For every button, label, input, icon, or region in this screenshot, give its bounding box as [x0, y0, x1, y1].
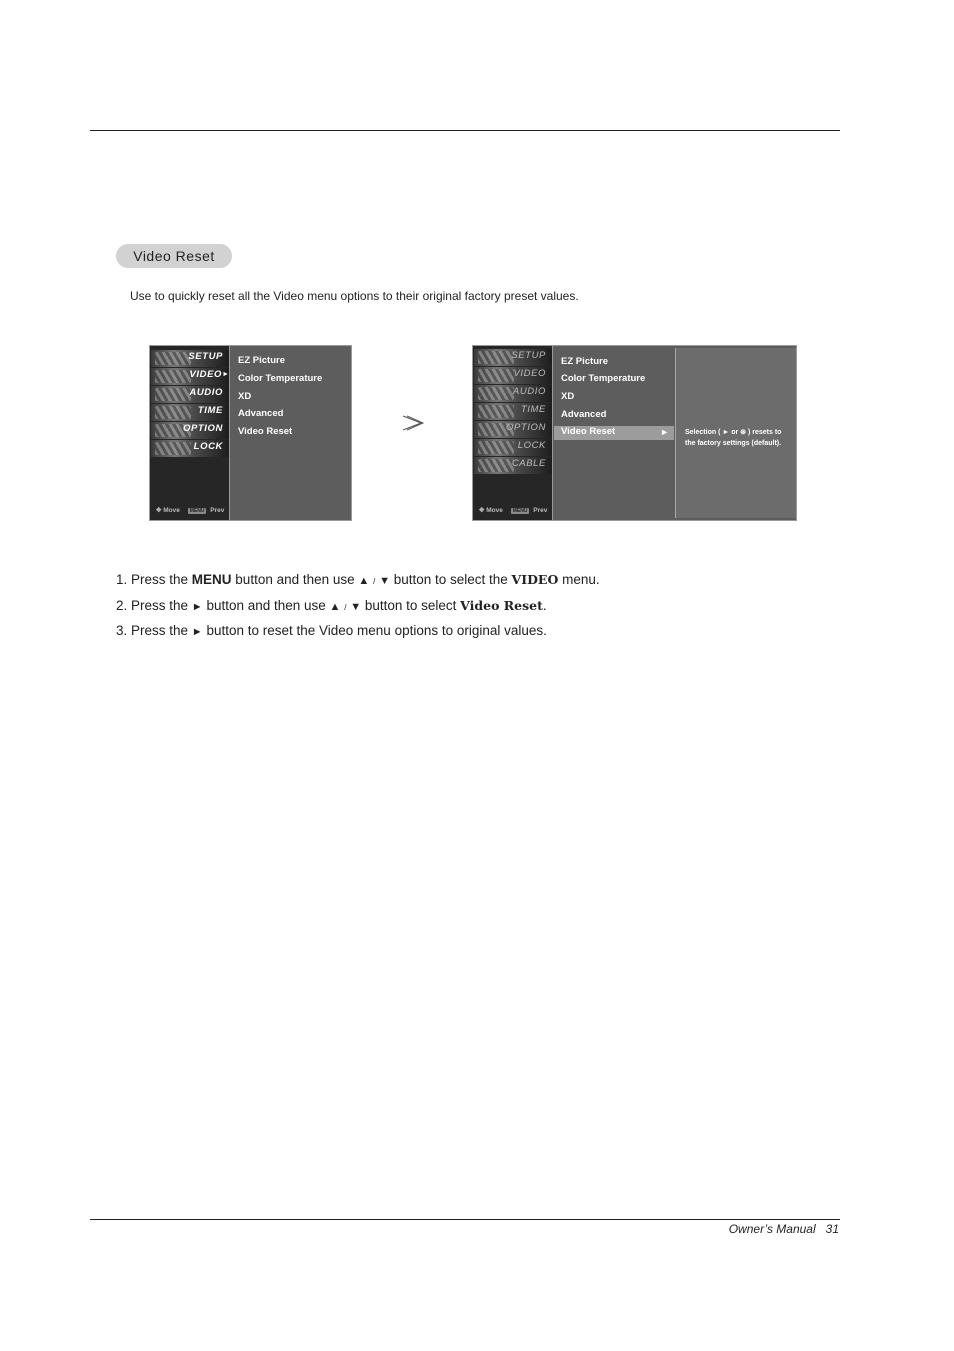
active-tab-arrow-icon: ►	[222, 371, 229, 378]
up-arrow-icon: ▲	[329, 601, 341, 613]
step-2: 2. Press the ► button and then use ▲ / ▼ button to select Video Reset.	[116, 598, 547, 613]
next-step-chevron-icon	[401, 412, 425, 434]
video-menu-label: VIDEO	[511, 572, 559, 587]
up-arrow-icon: ▲	[358, 575, 370, 587]
menu-button-label: MENU	[191, 572, 232, 587]
menu-item-color-temperature[interactable]: Color Temperature	[238, 373, 323, 384]
tab-audio[interactable]: AUDIO	[151, 386, 229, 403]
tab-time[interactable]: TIME	[474, 403, 552, 420]
menu-sidebar	[150, 346, 230, 520]
menu-footer: ✥ Move MENU Prev	[479, 507, 548, 514]
move-icon: ✥	[479, 507, 485, 514]
setup-icon	[155, 352, 191, 365]
audio-icon	[155, 388, 191, 401]
menu-item-xd[interactable]: XD	[561, 391, 575, 402]
video-icon	[155, 370, 191, 383]
top-rule	[90, 130, 840, 131]
menu-item-video-reset-selected[interactable]: Video Reset	[561, 426, 616, 437]
menu-sidebar	[473, 346, 553, 520]
tab-option[interactable]: OPTION	[474, 421, 552, 438]
time-icon	[478, 405, 514, 418]
lock-icon	[478, 441, 514, 454]
tab-lock[interactable]: LOCK	[474, 439, 552, 456]
tab-audio[interactable]: AUDIO	[474, 385, 552, 402]
video-icon	[478, 369, 514, 382]
move-icon: ✥	[156, 507, 162, 514]
menu-key-icon: MENU	[512, 508, 528, 514]
tab-video[interactable]: VIDEO ►	[151, 368, 229, 385]
setup-icon	[478, 351, 514, 364]
menu-key-icon: MENU	[189, 508, 205, 514]
menu-item-ez-picture[interactable]: EZ Picture	[561, 356, 608, 367]
submenu-arrow-icon: ►	[660, 427, 669, 437]
menu-item-ez-picture[interactable]: EZ Picture	[238, 355, 285, 366]
menu-item-xd[interactable]: XD	[238, 391, 252, 402]
lock-icon	[155, 442, 191, 455]
time-icon	[155, 406, 191, 419]
right-arrow-icon: ►	[191, 601, 203, 613]
menu-item-color-temperature[interactable]: Color Temperature	[561, 373, 646, 384]
tab-option[interactable]: OPTION	[151, 422, 229, 439]
audio-icon	[478, 387, 514, 400]
intro-text: Use to quickly reset all the Video menu options to their original factory preset values.	[130, 289, 579, 303]
down-arrow-icon: ▼	[379, 575, 390, 587]
down-arrow-icon: ▼	[350, 601, 362, 613]
menu-screen-right	[472, 345, 797, 521]
tab-lock[interactable]: LOCK	[151, 440, 229, 457]
bottom-rule	[90, 1219, 840, 1220]
menu-item-advanced[interactable]: Advanced	[238, 408, 284, 419]
tab-video[interactable]: VIDEO	[474, 367, 552, 384]
hint-panel	[675, 348, 796, 518]
hint-text: Selection ( ► or ⊛ ) resets to the factory settings (default).	[685, 429, 782, 447]
tab-setup[interactable]: SETUP	[474, 349, 552, 366]
menu-screen-left	[149, 345, 352, 521]
page-footer: Owner’s Manual 31	[728, 1222, 839, 1236]
step-1: 1. Press the MENU button and then use ▲ / ▼ button to select the VIDEO menu.	[116, 572, 600, 587]
tab-time[interactable]: TIME	[151, 404, 229, 421]
menu-footer: ✥ Move MENU Prev	[156, 507, 225, 514]
menu-item-advanced[interactable]: Advanced	[561, 409, 607, 420]
section-title-pill: Video Reset	[116, 244, 232, 268]
tab-setup[interactable]: SETUP	[151, 350, 229, 367]
tab-cable[interactable]: CABLE	[474, 457, 552, 474]
menu-item-video-reset[interactable]: Video Reset	[238, 426, 293, 437]
right-arrow-icon: ►	[191, 626, 203, 638]
cable-icon	[478, 459, 514, 472]
video-reset-label: Video Reset	[460, 598, 543, 613]
step-3: 3. Press the ► button to reset the Video menu options to original values.	[116, 623, 547, 638]
